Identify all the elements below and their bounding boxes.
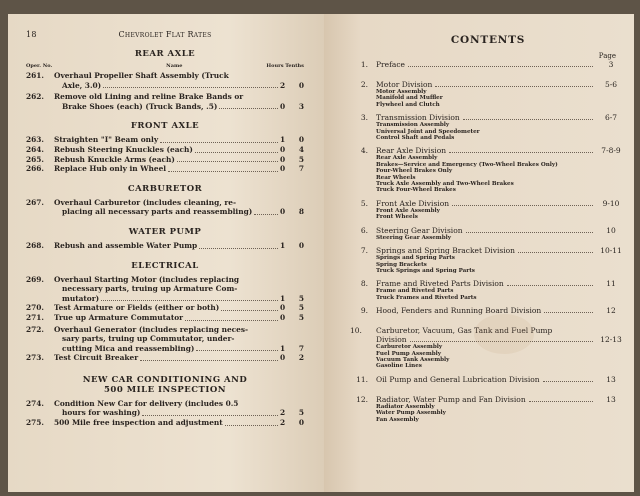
entry-number: 6. bbox=[360, 225, 368, 235]
entry-subitem: Truck Axle Assembly and Two-Wheel Brakes bbox=[376, 181, 514, 188]
tenths-value: 3 bbox=[298, 101, 304, 111]
entry-number: 5. bbox=[360, 198, 368, 208]
operation-name bbox=[54, 92, 280, 111]
hours-value: 0 bbox=[280, 312, 286, 322]
entry-page: 12-13 bbox=[600, 335, 622, 345]
contents-row bbox=[350, 326, 626, 335]
column-headers bbox=[26, 63, 304, 69]
operation-row bbox=[26, 164, 304, 174]
entry-subitem: Carburetor Assembly bbox=[376, 344, 443, 351]
operation-row bbox=[26, 198, 304, 217]
entry-page: 13 bbox=[606, 374, 616, 384]
operation-name bbox=[54, 313, 280, 323]
operation-name bbox=[54, 325, 280, 354]
entry-title: Hood, Fenders and Running Board Division bbox=[376, 306, 542, 316]
operation-number: 264. bbox=[26, 144, 45, 154]
operation-row bbox=[26, 92, 304, 111]
dot-leader bbox=[410, 335, 593, 342]
dot-leader bbox=[435, 80, 593, 87]
operation-text: Overhaul Starting Motor (includes replacing bbox=[54, 274, 240, 284]
operation-row bbox=[26, 418, 304, 428]
operation-text: hours for washing) bbox=[62, 408, 141, 418]
entry-subitem: Four-Wheel Brakes Only bbox=[376, 168, 453, 175]
operation-text: Remove old Lining and reline Brake Bands or bbox=[54, 92, 244, 102]
operation-line bbox=[54, 399, 280, 409]
entry-page: 10 bbox=[606, 225, 616, 235]
dot-leader bbox=[518, 246, 593, 253]
operation-line bbox=[54, 408, 280, 418]
operation-text: Brake Shoes (each) (Truck Bands, .5) bbox=[62, 101, 218, 111]
contents-row bbox=[350, 199, 626, 208]
operation-row bbox=[26, 325, 304, 354]
operation-line bbox=[54, 353, 280, 363]
operation-text: necessary parts, truing up Armature Com- bbox=[62, 284, 238, 294]
contents-row bbox=[350, 395, 626, 404]
entry-subitem: Brakes—Service and Emergency (Two-Wheel Brakes Only) bbox=[376, 161, 558, 168]
operation-line bbox=[54, 284, 280, 294]
operation-text: Rebush Knuckle Arms (each) bbox=[54, 154, 175, 164]
operation-row bbox=[26, 135, 304, 145]
entry-title: Oil Pump and General Lubrication Division bbox=[376, 374, 540, 384]
operation-line bbox=[54, 325, 280, 335]
entry-page: 11 bbox=[606, 279, 616, 289]
entry-page: 7-8-9 bbox=[601, 146, 621, 156]
entry-subitem: Spring Brackets bbox=[376, 261, 427, 268]
operation-line bbox=[54, 102, 280, 112]
table-of-contents bbox=[350, 60, 626, 423]
entry-title: Radiator, Water Pump and Fan Division bbox=[376, 394, 526, 404]
entry-number-spacer bbox=[350, 335, 368, 344]
operation-row bbox=[26, 275, 304, 304]
operation-time bbox=[280, 207, 304, 217]
contents-row bbox=[350, 375, 626, 384]
contents-entry bbox=[350, 375, 626, 384]
operation-line bbox=[54, 313, 280, 323]
running-title: Chevrolet Flat Rates bbox=[118, 30, 212, 39]
hours-value: 0 bbox=[280, 353, 286, 363]
contents-entry bbox=[350, 60, 626, 69]
dot-leader bbox=[529, 395, 593, 402]
operation-line bbox=[54, 71, 280, 81]
operation-time bbox=[280, 353, 304, 363]
tenths-value: 5 bbox=[298, 312, 304, 322]
contents-entry bbox=[350, 113, 626, 141]
dot-leader bbox=[225, 418, 278, 426]
hours-value: 1 bbox=[280, 343, 286, 353]
operation-name bbox=[54, 145, 280, 155]
operation-name bbox=[54, 135, 280, 145]
operation-time bbox=[280, 145, 304, 155]
hours-value: 1 bbox=[280, 135, 286, 145]
operation-number: 263. bbox=[26, 135, 45, 145]
operation-line bbox=[54, 303, 280, 313]
operation-number: 265. bbox=[26, 154, 45, 164]
section-title: REAR AXLE bbox=[134, 49, 196, 59]
entry-subitem: Front Axle Assembly bbox=[376, 207, 440, 214]
contents-row bbox=[350, 60, 626, 69]
operation-line bbox=[54, 241, 280, 251]
entry-subitem: Truck Springs and Spring Parts bbox=[376, 267, 475, 274]
operation-line bbox=[54, 198, 280, 208]
entry-subitem: Rear Wheels bbox=[376, 174, 416, 181]
dot-leader bbox=[195, 145, 278, 153]
section-title: WATER PUMP bbox=[128, 226, 202, 237]
section-title: CARBURETOR bbox=[127, 183, 203, 194]
entry-title: Transmission Division bbox=[376, 113, 460, 123]
entry-number: 8. bbox=[360, 279, 368, 289]
tenths-value: 5 bbox=[298, 303, 304, 313]
contents-entry bbox=[350, 395, 626, 423]
right-page bbox=[324, 14, 634, 492]
operation-text: Overhaul Carburetor (includes cleaning, re- bbox=[54, 197, 237, 207]
operation-time bbox=[280, 135, 304, 145]
entry-page: 3 bbox=[608, 60, 614, 69]
operation-line bbox=[54, 334, 280, 344]
op-number-header: Oper. No. bbox=[26, 63, 53, 69]
entry-page: 10-11 bbox=[600, 246, 622, 256]
operation-name bbox=[54, 241, 280, 251]
entry-page: 6-7 bbox=[604, 113, 618, 123]
entry-number: 10. bbox=[350, 326, 362, 336]
section-title: ELECTRICAL bbox=[131, 260, 199, 271]
operation-name bbox=[54, 399, 280, 418]
operation-name bbox=[54, 71, 280, 90]
operation-text: Test Circuit Breaker bbox=[54, 353, 139, 363]
dot-leader bbox=[142, 408, 278, 416]
operation-line bbox=[54, 81, 280, 91]
operation-row bbox=[26, 145, 304, 155]
page-number: 18 bbox=[26, 30, 37, 39]
entry-subitem: Rear Axle Assembly bbox=[376, 155, 438, 162]
entry-subitem: Control Shaft and Pedals bbox=[376, 135, 455, 142]
flat-rates-list bbox=[26, 49, 304, 428]
entry-subitem: Transmission Assembly bbox=[376, 122, 450, 129]
operation-row bbox=[26, 241, 304, 251]
entry-number: 1. bbox=[360, 60, 368, 69]
contents-entry bbox=[350, 279, 626, 301]
operation-line bbox=[54, 92, 280, 102]
entry-subitem: Motor Assembly bbox=[376, 89, 427, 95]
dot-leader bbox=[219, 102, 278, 110]
entry-subitem: Gasoline Lines bbox=[376, 363, 422, 370]
contents-row bbox=[350, 306, 626, 315]
contents-title: CONTENTS bbox=[450, 34, 526, 46]
page-column-label: Page bbox=[598, 52, 616, 60]
dot-leader bbox=[196, 344, 278, 352]
entry-number: 11. bbox=[356, 374, 368, 384]
dot-leader bbox=[543, 375, 593, 382]
operation-row bbox=[26, 399, 304, 418]
operation-number: 270. bbox=[26, 303, 45, 313]
tenths-value: 4 bbox=[298, 144, 304, 154]
hours-value: 0 bbox=[280, 207, 286, 217]
running-header bbox=[26, 30, 304, 39]
operation-text: Straighten "I" Beam only bbox=[54, 135, 159, 145]
dot-leader bbox=[101, 294, 278, 302]
section-title: NEW CAR CONDITIONING AND 500 MILE INSPECTION bbox=[82, 374, 248, 395]
contents-entry bbox=[350, 306, 626, 315]
operation-line bbox=[54, 145, 280, 155]
operation-name bbox=[54, 164, 280, 174]
operation-text: Overhaul Generator (includes replacing neces- bbox=[54, 324, 249, 334]
operation-name bbox=[54, 353, 280, 363]
hours-value: 0 bbox=[280, 101, 286, 111]
entry-title: Motor Division bbox=[376, 80, 433, 89]
hours-value: 0 bbox=[280, 154, 286, 164]
operation-time bbox=[280, 102, 304, 112]
contents-row bbox=[350, 246, 626, 255]
dot-leader bbox=[140, 353, 278, 361]
entry-subitem: Fuel Pump Assembly bbox=[376, 350, 442, 357]
name-header: Name bbox=[166, 63, 183, 69]
operation-row bbox=[26, 155, 304, 165]
operation-time bbox=[280, 155, 304, 165]
entry-subitem: Springs and Spring Parts bbox=[376, 255, 455, 262]
entry-number: 12. bbox=[356, 394, 368, 404]
entry-number: 9. bbox=[360, 306, 368, 316]
operation-line bbox=[54, 294, 280, 304]
operation-text: Condition New Car for delivery (includes 0.5 bbox=[54, 398, 239, 408]
dot-leader bbox=[544, 306, 593, 313]
operation-name bbox=[54, 418, 280, 428]
operation-name bbox=[54, 275, 280, 304]
operation-number: 275. bbox=[26, 418, 45, 428]
operation-text: Overhaul Propeller Shaft Assembly (Truck bbox=[54, 71, 229, 80]
contents-row bbox=[350, 279, 626, 288]
entry-subitem: Fan Assembly bbox=[376, 416, 419, 423]
operation-time bbox=[280, 408, 304, 418]
hours-value: 2 bbox=[280, 408, 286, 418]
hours-value: 2 bbox=[280, 80, 286, 90]
tenths-value: 5 bbox=[298, 408, 304, 418]
operation-text: cutting Mica and reassembling) bbox=[62, 343, 195, 353]
operation-row bbox=[26, 313, 304, 323]
operation-text: True up Armature Commutator bbox=[54, 312, 184, 322]
operation-name bbox=[54, 198, 280, 217]
operation-number: 268. bbox=[26, 240, 45, 250]
hours-value: 0 bbox=[280, 144, 286, 154]
dot-leader bbox=[254, 207, 278, 215]
dot-leader bbox=[168, 164, 278, 172]
operation-line bbox=[54, 135, 280, 145]
entry-number: 4. bbox=[360, 146, 368, 156]
entry-title: Carburetor, Vacuum, Gas Tank and Fuel Pump bbox=[376, 326, 553, 336]
operation-number: 267. bbox=[26, 197, 45, 207]
hours-value: 1 bbox=[280, 240, 286, 250]
entry-title: Rear Axle Division bbox=[376, 146, 447, 156]
tenths-value: 2 bbox=[298, 353, 304, 363]
entry-title: Preface bbox=[376, 60, 405, 69]
entry-subitem: Truck Four-Wheel Brakes bbox=[376, 187, 456, 194]
dot-leader bbox=[103, 81, 278, 89]
contents-entry bbox=[350, 246, 626, 274]
operation-time bbox=[280, 81, 304, 91]
book-spread bbox=[8, 14, 634, 492]
entry-page: 5-6 bbox=[604, 80, 618, 89]
entry-subitem: Steering Gear Assembly bbox=[376, 234, 451, 241]
operation-time bbox=[280, 164, 304, 174]
dot-leader bbox=[466, 226, 593, 233]
operation-row bbox=[26, 71, 304, 90]
tenths-value: 7 bbox=[298, 164, 304, 174]
operation-name bbox=[54, 303, 280, 313]
entry-number: 7. bbox=[360, 246, 368, 256]
operation-number: 273. bbox=[26, 353, 45, 363]
section-title: FRONT AXLE bbox=[130, 121, 200, 132]
dot-leader bbox=[177, 155, 278, 163]
operation-time bbox=[280, 303, 304, 313]
operation-number: 266. bbox=[26, 164, 45, 174]
hours-value: 0 bbox=[280, 164, 286, 174]
operation-number: 261. bbox=[26, 71, 45, 80]
entry-subitem: Flywheel and Clutch bbox=[376, 101, 440, 108]
dot-leader bbox=[452, 199, 593, 206]
contents-entry bbox=[350, 226, 626, 241]
dot-leader bbox=[463, 113, 593, 120]
operation-text: 500 Mile free inspection and adjustment bbox=[54, 418, 223, 428]
entry-page: 13 bbox=[606, 394, 616, 404]
entry-page: 9-10 bbox=[602, 198, 620, 208]
hours-value: 2 bbox=[280, 418, 286, 428]
dot-leader bbox=[449, 146, 593, 153]
operation-text: Replace Hub only in Wheel bbox=[54, 164, 167, 174]
operation-number: 272. bbox=[26, 324, 45, 334]
operation-text: Axle, 3.0) bbox=[62, 80, 102, 90]
tenths-value: 0 bbox=[298, 418, 304, 428]
entry-number: 2. bbox=[360, 80, 368, 89]
contents-entry bbox=[350, 199, 626, 221]
operation-number: 271. bbox=[26, 312, 45, 322]
operation-text: mutator) bbox=[62, 293, 100, 303]
hours-header: Hours Tenths bbox=[266, 63, 304, 69]
contents-entry bbox=[350, 80, 626, 108]
operation-line bbox=[54, 164, 280, 174]
operation-line bbox=[54, 344, 280, 354]
contents-entry bbox=[350, 146, 626, 193]
contents-entry bbox=[350, 326, 626, 370]
operation-row bbox=[26, 303, 304, 313]
operation-number: 274. bbox=[26, 398, 45, 408]
operation-text: sary parts, truing up Commutator, under- bbox=[62, 334, 235, 344]
entry-subitem: Manifold and Muffler bbox=[376, 95, 443, 102]
tenths-value: 5 bbox=[298, 154, 304, 164]
operation-time bbox=[280, 294, 304, 304]
entry-subitem: Frame and Riveted Parts bbox=[376, 288, 454, 295]
dot-leader bbox=[199, 241, 278, 249]
operation-text: Test Armature or Fields (either or both) bbox=[54, 303, 220, 313]
entry-number: 3. bbox=[360, 113, 368, 123]
entry-subitem: Vacuum Tank Assembly bbox=[376, 356, 450, 363]
operation-line bbox=[54, 155, 280, 165]
hours-value: 0 bbox=[280, 303, 286, 313]
hours-value: 1 bbox=[280, 293, 286, 303]
operation-number: 269. bbox=[26, 274, 45, 284]
tenths-value: 0 bbox=[298, 80, 304, 90]
operation-text: Rebush and assemble Water Pump bbox=[54, 240, 198, 250]
tenths-value: 7 bbox=[298, 343, 304, 353]
entry-title: Springs and Spring Bracket Division bbox=[376, 246, 516, 256]
dot-leader bbox=[160, 135, 278, 143]
operation-time bbox=[280, 418, 304, 428]
tenths-value: 8 bbox=[298, 207, 304, 217]
entry-title: Front Axle Division bbox=[376, 198, 450, 208]
tenths-value: 0 bbox=[298, 135, 304, 145]
contents-row bbox=[350, 146, 626, 155]
operation-time bbox=[280, 241, 304, 251]
operation-row bbox=[26, 353, 304, 363]
entry-subitem: Water Pump Assembly bbox=[376, 410, 446, 417]
dot-leader bbox=[221, 303, 278, 311]
contents-row bbox=[350, 80, 626, 89]
tenths-value: 5 bbox=[298, 293, 304, 303]
contents-row bbox=[350, 113, 626, 122]
operation-name bbox=[54, 155, 280, 165]
entry-title: Steering Gear Division bbox=[376, 225, 463, 235]
entry-title-continued: Division bbox=[376, 335, 407, 345]
operation-line bbox=[54, 275, 280, 285]
entry-subitem: Front Wheels bbox=[376, 214, 418, 221]
entry-subitem: Universal Joint and Speedometer bbox=[376, 128, 480, 135]
left-page bbox=[8, 14, 324, 492]
operation-time bbox=[280, 313, 304, 323]
operation-time bbox=[280, 344, 304, 354]
contents-row bbox=[350, 335, 626, 344]
contents-row bbox=[350, 226, 626, 235]
entry-title: Frame and Riveted Parts Division bbox=[376, 279, 504, 289]
operation-line bbox=[54, 418, 280, 428]
operation-text: placing all necessary parts and reassembling) bbox=[62, 207, 253, 217]
tenths-value: 0 bbox=[298, 240, 304, 250]
dot-leader bbox=[185, 313, 278, 321]
dot-leader bbox=[507, 279, 593, 286]
operation-text: Rebush Steering Knuckles (each) bbox=[54, 144, 193, 154]
entry-subitem: Truck Frames and Riveted Parts bbox=[376, 294, 477, 301]
operation-line bbox=[54, 207, 280, 217]
entry-subitem: Radiator Assembly bbox=[376, 403, 435, 410]
dot-leader bbox=[408, 60, 593, 67]
entry-page: 12 bbox=[606, 306, 616, 316]
operation-number: 262. bbox=[26, 92, 45, 102]
